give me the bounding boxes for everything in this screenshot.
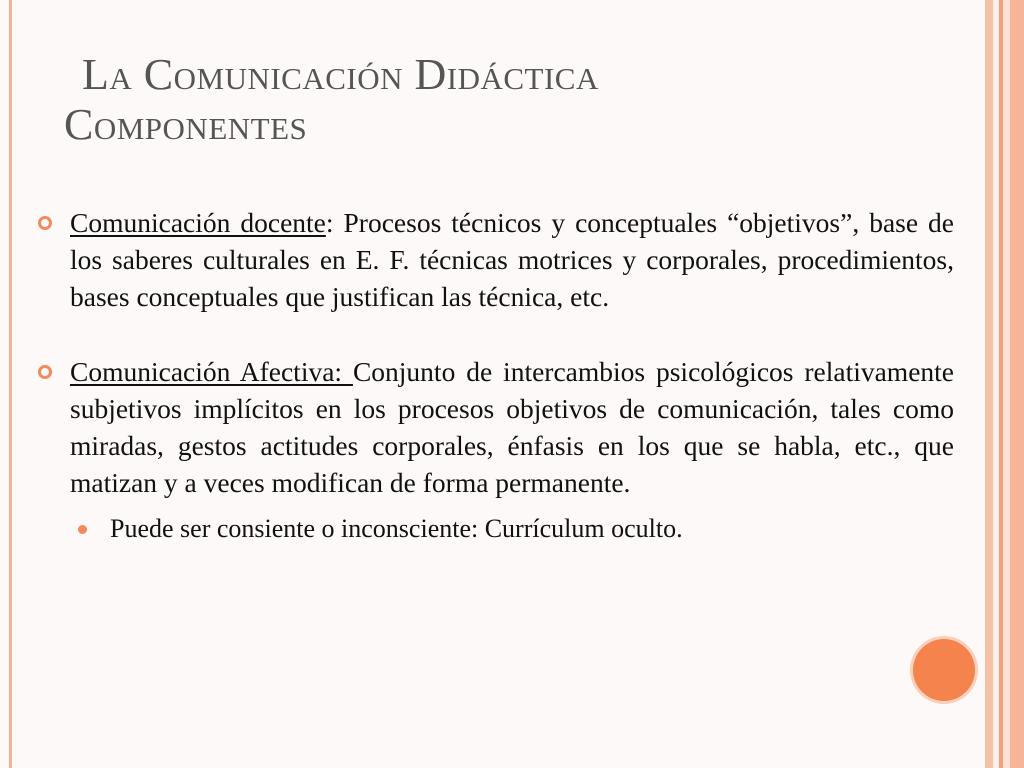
sub-bullet-curriculum-oculto xyxy=(78,513,954,545)
title-line-1: La Comunicación Didáctica xyxy=(82,50,599,99)
bullet-text: Conjunto de intercambios psicológicos relativamente subjetivos implícitos en los procesos objetivos de comunicación, tales como miradas, gestos actitudes corporales, énfasis en los que se habla, etc., que matizan y a veces modifican de forma permanente. xyxy=(70,356,954,498)
bullet-separator: : xyxy=(325,207,344,238)
decorative-stripe xyxy=(1003,0,1010,768)
bullet-term: Comunicación docente xyxy=(70,207,326,238)
title-line-2: Componentes xyxy=(64,100,308,149)
bullet-comunicacion-docente xyxy=(38,204,954,315)
left-border-line xyxy=(9,0,12,768)
bullet-term: Comunicación Afectiva: xyxy=(70,356,353,387)
decorative-circle xyxy=(913,639,975,701)
bullet-text: Procesos técnicos y conceptuales “objetivos”, base de los saberes culturales en E. F. técnicas motrices y corporales, procedimientos, bases conceptuales que justifican las técnica, etc. xyxy=(70,207,954,312)
slide-title xyxy=(64,50,914,150)
dot-bullet-icon xyxy=(78,525,87,534)
ring-bullet-icon xyxy=(38,216,52,230)
ring-bullet-icon xyxy=(38,365,52,379)
decorative-stripe xyxy=(985,0,993,768)
decorative-stripe xyxy=(1010,0,1024,768)
slide-content xyxy=(38,204,954,545)
bullet-comunicacion-afectiva xyxy=(38,353,954,501)
sub-bullet-text: Puede ser consiente o inconsciente: Currículum oculto. xyxy=(110,514,683,543)
